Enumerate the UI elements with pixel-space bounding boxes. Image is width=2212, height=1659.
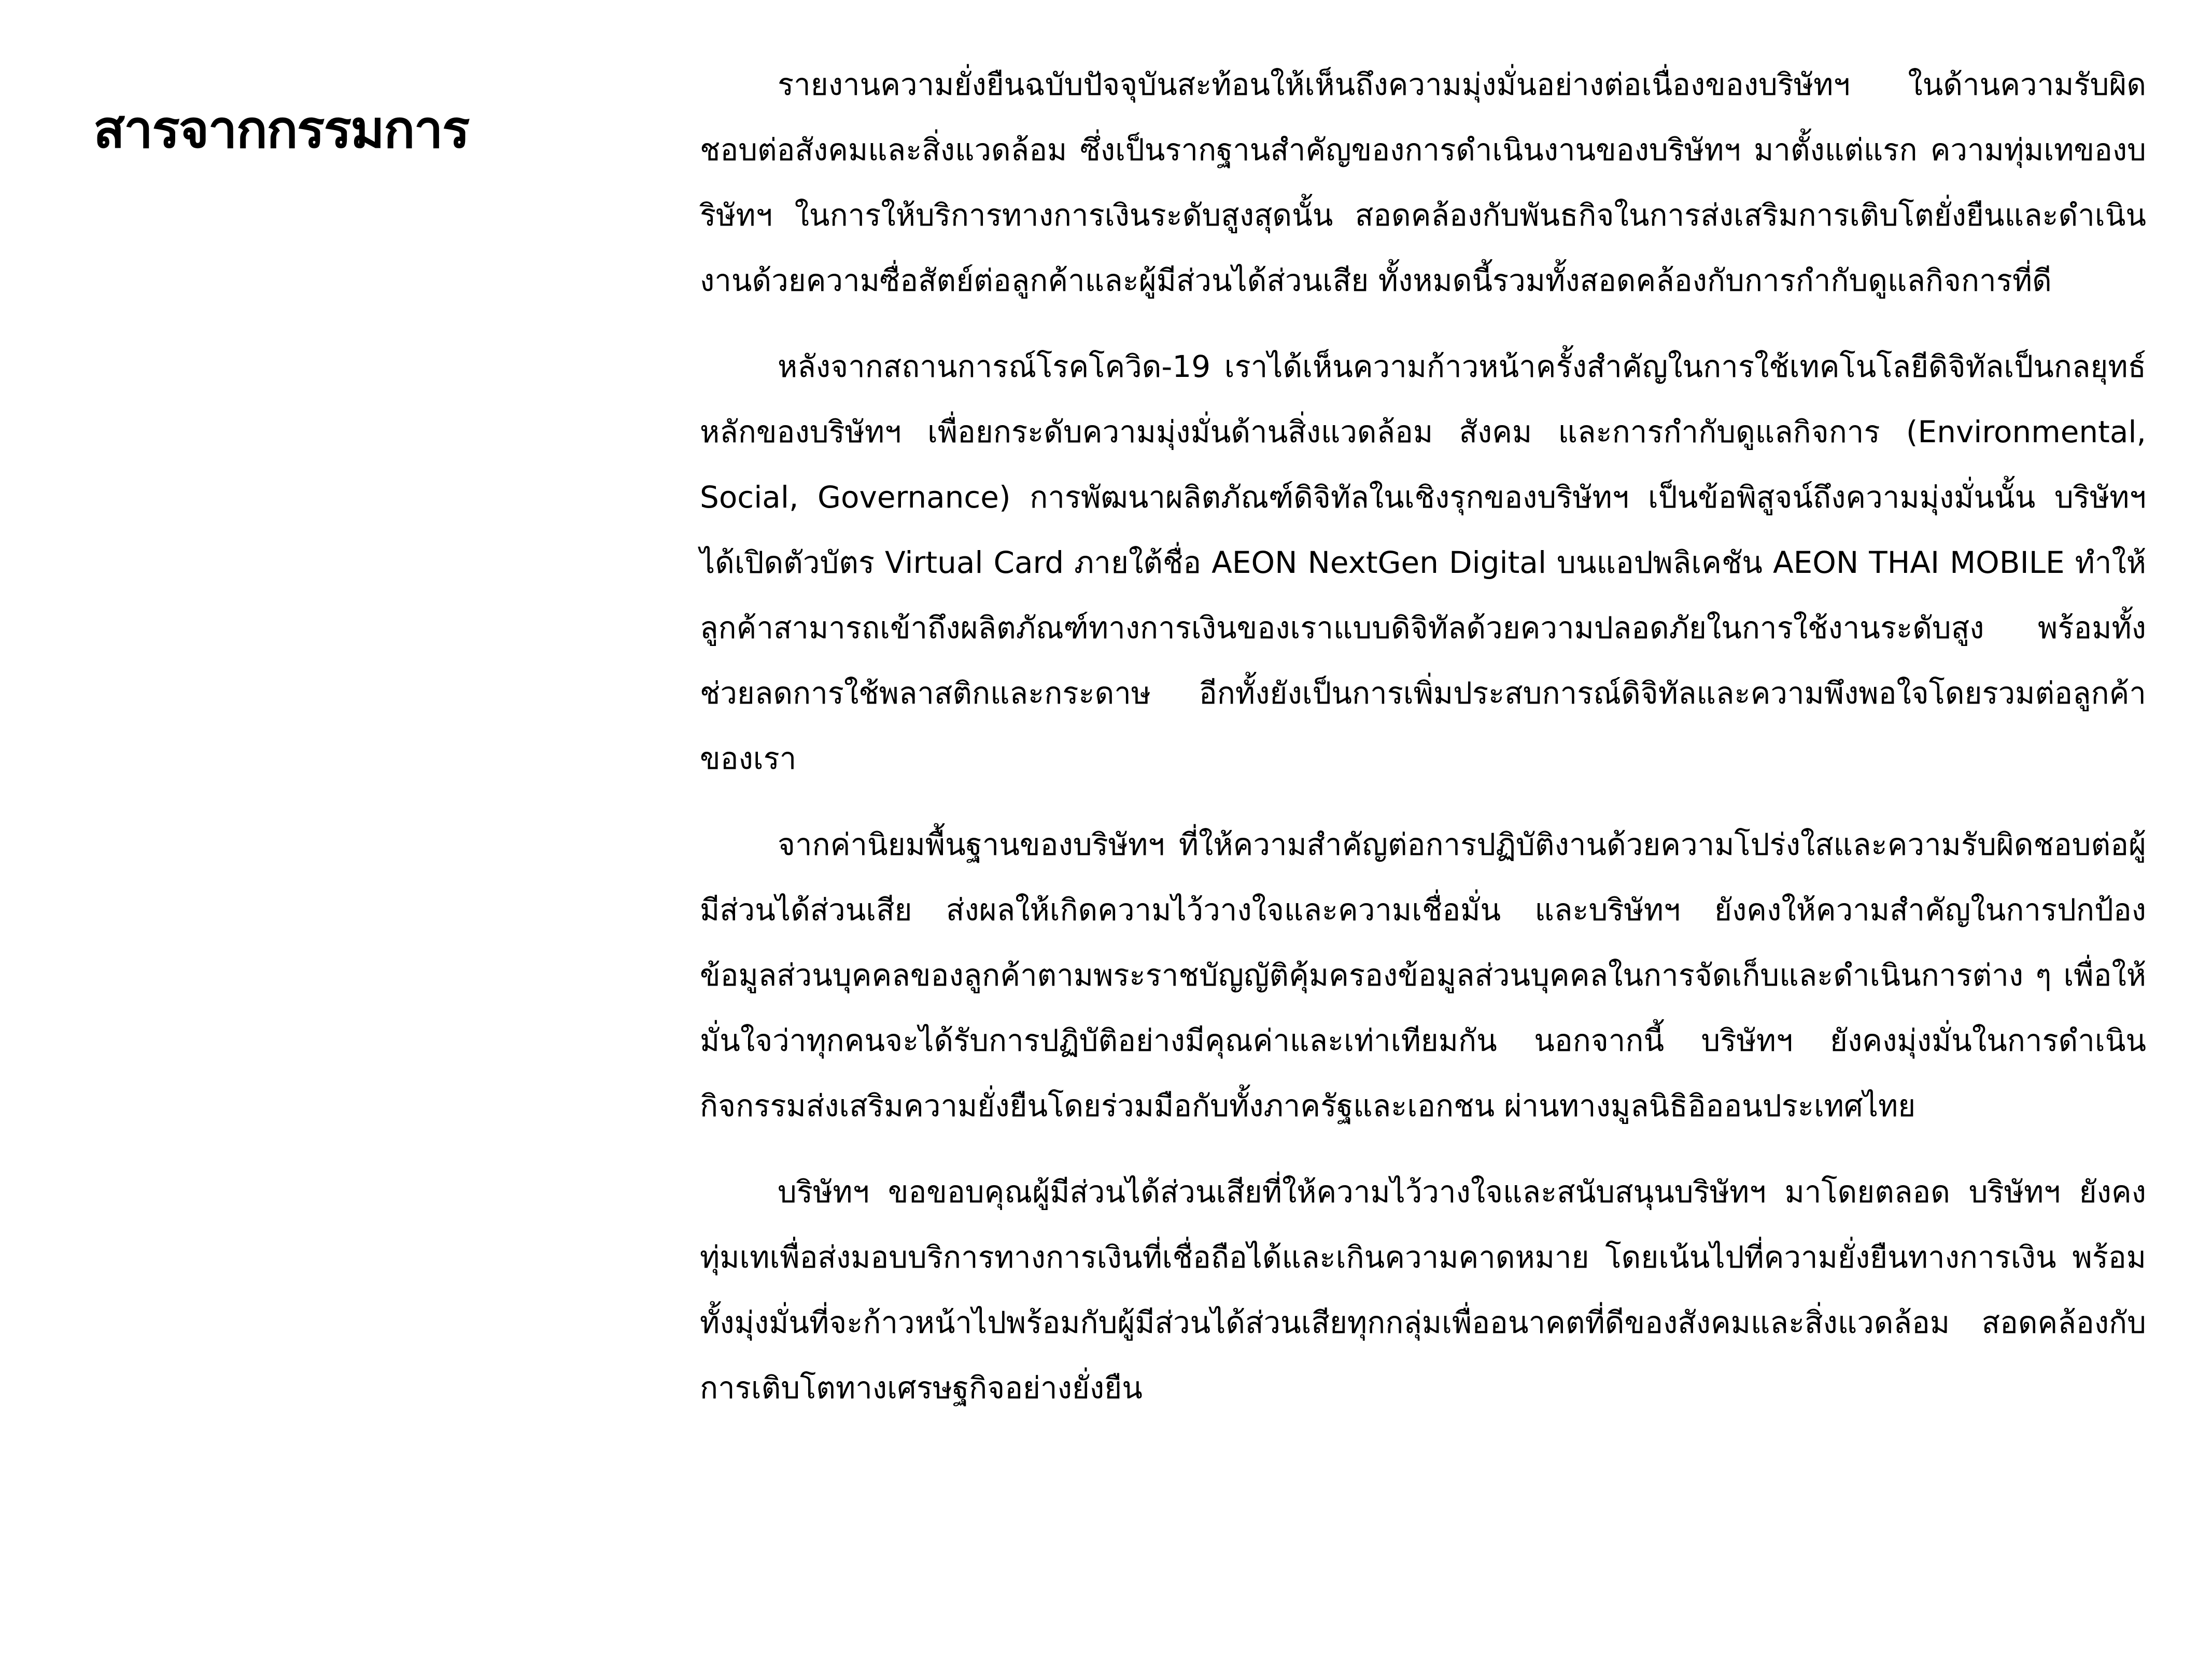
paragraph-4: บริษัทฯ ขอขอบคุณผู้มีส่วนได้ส่วนเสียที่ให้ความไว้วางใจและสนับสนุนบริษัทฯ มาโดยตลอด บริษัทฯ ยังคงทุ่มเทเพื่อส่งมอบบริการทางการเงินที่เชื่อถือได้และเกินความคาดหมาย โดยเน้นไปที่ความยั่งยืนทางการเงิน พร้อมทั้งมุ่งมั่นที่จะก้าวหน้าไปพร้อมกับผู้มีส่วนได้ส่วนเสียทุกกลุ่มเพื่ออนาคตที่ดีของสังคมและสิ่งแวดล้อม สอดคล้องกับการเติบโตทางเศรษฐกิจอย่างยั่งยืน xyxy=(700,1174,2146,1405)
paragraph-1: รายงานความยั่งยืนฉบับปัจจุบันสะท้อนให้เห็นถึงความมุ่งมั่นอย่างต่อเนื่องของบริษัทฯ ในด้านความรับผิดชอบต่อสังคมและสิ่งแวดล้อม ซึ่งเป็นรากฐานสำคัญของการดำเนินงานของบริษัทฯ มาตั้งแต่แรก ความทุ่มเทของบริษัทฯ ในการให้บริการทางการเงินระดับสูงสุดนั้น สอดคล้องกับพันธกิจในการส่งเสริมการเติบโตยั่งยืนและดำเนินงานด้วยความซื่อสัตย์ต่อลูกค้าและผู้มีส่วนได้ส่วนเสีย ทั้งหมดนี้รวมทั้งสอดคล้องกับการกำกับดูแลกิจการที่ดี xyxy=(700,67,2146,298)
page-title: สารจากกรรมการ xyxy=(93,99,469,160)
paragraph-2: หลังจากสถานการณ์โรคโควิด-19 เราได้เห็นความก้าวหน้าครั้งสำคัญในการใช้เทคโนโลยีดิจิทัลเป็นกลยุทธ์หลักของบริษัทฯ เพื่อยกระดับความมุ่งมั่นด้านสิ่งแวดล้อม สังคม และการกำกับดูแลกิจการ (Environmental, Social, Governance) การพัฒนาผลิตภัณฑ์ดิจิทัลในเชิงรุกของบริษัทฯ เป็นข้อพิสูจน์ถึงความมุ่งมั่นนั้น บริษัทฯ ได้เปิดตัวบัตร Virtual Card ภายใต้ชื่อ AEON NextGen Digital บนแอปพลิเคชัน AEON THAI MOBILE ทำให้ลูกค้าสามารถเข้าถึงผลิตภัณฑ์ทางการเงินของเราแบบดิจิทัลด้วยความปลอดภัยในการใช้งานระดับสูง พร้อมทั้งช่วยลดการใช้พลาสติกและกระดาษ อีกทั้งยังเป็นการเพิ่มประสบการณ์ดิจิทัลและความพึงพอใจโดยรวมต่อลูกค้าของเรา xyxy=(700,349,2146,776)
paragraph-3: จากค่านิยมพื้นฐานของบริษัทฯ ที่ให้ความสำคัญต่อการปฏิบัติงานด้วยความโปร่งใสและความรับผิดชอบต่อผู้มีส่วนได้ส่วนเสีย ส่งผลให้เกิดความไว้วางใจและความเชื่อมั่น และบริษัทฯ ยังคงให้ความสำคัญในการปกป้องข้อมูลส่วนบุคคลของลูกค้าตามพระราชบัญญัติคุ้มครองข้อมูลส่วนบุคคลในการจัดเก็บและดำเนินการต่าง ๆ เพื่อให้มั่นใจว่าทุกคนจะได้รับการปฏิบัติอย่างมีคุณค่าและเท่าเทียมกัน นอกจากนี้ บริษัทฯ ยังคงมุ่งมั่นในการดำเนินกิจกรรมส่งเสริมความยั่งยืนโดยร่วมมือกับทั้งภาครัฐและเอกชน ผ่านทางมูลนิธิอิออนประเทศไทย xyxy=(700,827,2146,1123)
letter-body xyxy=(700,52,2146,1441)
